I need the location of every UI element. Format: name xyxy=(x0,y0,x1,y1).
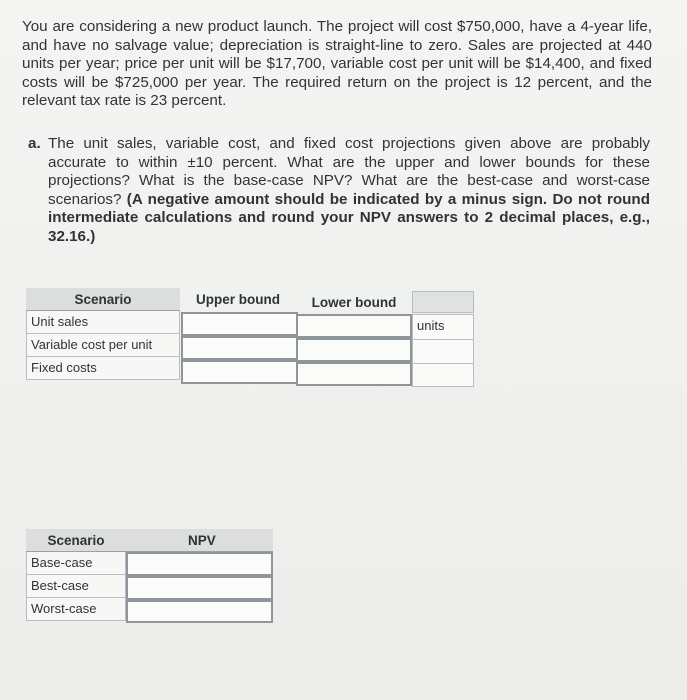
question-label: a. xyxy=(28,135,41,152)
question-instruction: (A negative amount should be indicated by a minus sign. Do not round intermediate calculations and round your NPV answers to 2 decimal places, e.g., 32.16.) xyxy=(48,190,650,245)
unit-sales-units-label: units xyxy=(412,314,474,340)
npv-best-case-input[interactable] xyxy=(126,576,273,600)
fixed-costs-units-blank xyxy=(412,364,474,387)
header-upper-bound: Upper bound xyxy=(196,292,280,307)
npv-header-npv: NPV xyxy=(126,529,273,552)
npv-worst-case-input[interactable] xyxy=(126,600,273,623)
npv-header-scenario: Scenario xyxy=(26,529,126,552)
npv-row-label-base-case: Base-case xyxy=(26,552,126,575)
row-label-fixed-costs: Fixed costs xyxy=(26,357,180,380)
lower-bound-fixed-costs-input[interactable] xyxy=(296,362,412,386)
upper-bound-unit-sales-input[interactable] xyxy=(181,312,298,336)
lower-bound-unit-sales-input[interactable] xyxy=(296,314,412,338)
header-scenario: Scenario xyxy=(26,288,180,311)
variable-cost-units-blank xyxy=(412,340,474,364)
row-label-variable-cost: Variable cost per unit xyxy=(26,334,180,357)
upper-bound-variable-cost-input[interactable] xyxy=(181,336,298,360)
npv-row-label-worst-case: Worst-case xyxy=(26,598,126,621)
lower-bound-variable-cost-input[interactable] xyxy=(296,338,412,362)
problem-statement: You are considering a new product launch. The project will cost $750,000, have a 4-year life, and have no salvage value; depreciation is straight-line to zero. Sales are projected at 440 units per year; price per unit will be $17,700, variable cost per unit will be $14,400, and fixed costs will be $725,000 per year. The required return on the project is 12 percent, and the relevant tax rate is 23 percent. xyxy=(22,18,652,110)
npv-base-case-input[interactable] xyxy=(126,552,273,576)
question-a xyxy=(28,135,650,247)
question-text: The unit sales, variable cost, and fixed cost projections given above are probably accurate to within ±10 percent. What are the upper and lower bounds for these projections? What is the base-case NPV? What are the best-case and worst-case scenarios? xyxy=(48,135,650,208)
row-label-unit-sales: Unit sales xyxy=(26,311,180,334)
header-units-blank xyxy=(412,291,474,313)
upper-bound-fixed-costs-input[interactable] xyxy=(181,360,298,384)
header-lower-bound: Lower bound xyxy=(311,295,397,310)
npv-row-label-best-case: Best-case xyxy=(26,575,126,598)
